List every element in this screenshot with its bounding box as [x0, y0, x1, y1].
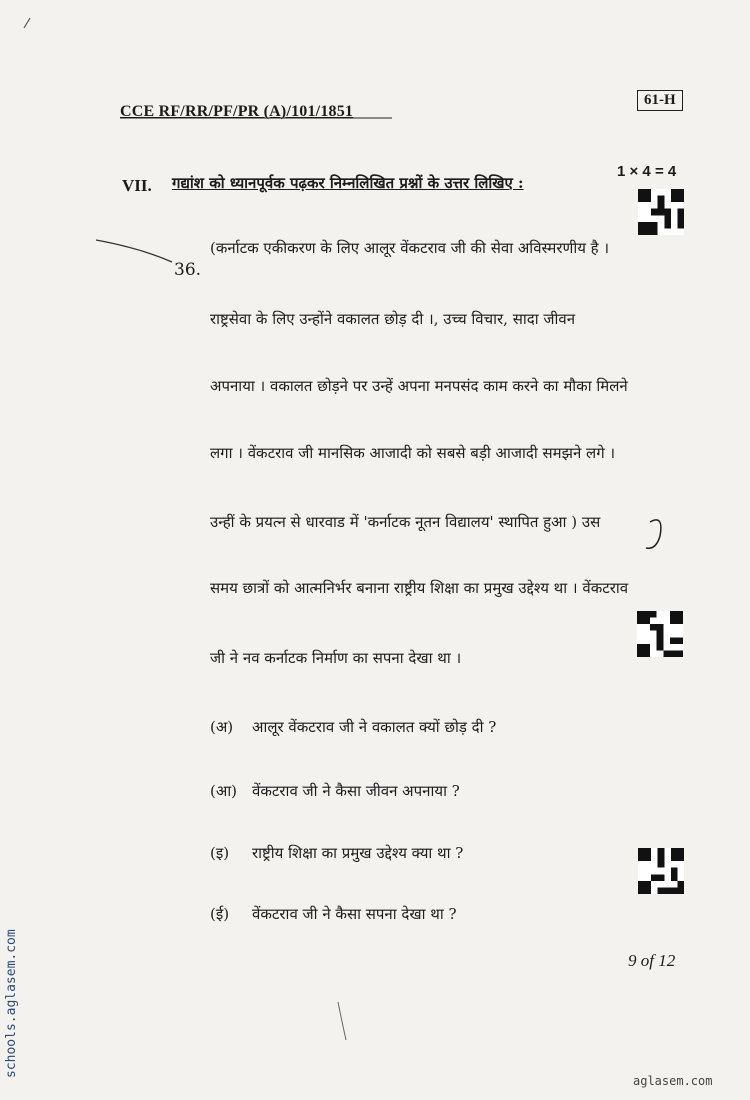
paper-code: CCE RF/RR/PF/PR (A)/101/1851 [120, 103, 354, 120]
section-number: VII. [122, 176, 152, 195]
sub-question-text: आलूर वेंकटराव जी ने वकालत क्यों छोड़ दी ? [252, 718, 497, 736]
passage-line: लगा । वेंकटराव जी मानसिक आजादी को सबसे बड़ी आजादी समझने लगे । [210, 444, 616, 462]
sub-question-text: वेंकटराव जी ने कैसा सपना देखा था ? [252, 905, 457, 923]
passage-line: (कर्नाटक एकीकरण के लिए आलूर वेंकटराव जी की सेवा अविस्मरणीय है । [210, 239, 610, 257]
qr-code-icon [638, 189, 684, 235]
sub-question [210, 843, 463, 863]
section-marks: 1 × 4 = 4 [617, 163, 677, 180]
sub-question-label: (आ) [210, 782, 238, 800]
sub-question [210, 781, 460, 801]
side-watermark: schools.aglasem.com [4, 929, 19, 1078]
qr-code-icon [638, 848, 684, 894]
sub-question-label: (अ) [210, 718, 234, 736]
paper-code-box: 61-H [637, 90, 683, 111]
passage-line: जी ने नव कर्नाटक निर्माण का सपना देखा था । [210, 649, 462, 667]
section-instruction: गद्यांश को ध्यानपूर्वक पढ़कर निम्नलिखित प्रश्नों के उत्तर लिखिए : [172, 174, 524, 192]
sub-question-label: (इ) [210, 844, 230, 862]
question-number: 36. [174, 260, 202, 280]
passage-line: राष्ट्रसेवा के लिए उन्होंने वकालत छोड़ दी ।, उच्च विचार, सादा जीवन [210, 310, 576, 328]
sub-question [210, 717, 496, 737]
footer-watermark: aglasem.com [633, 1074, 713, 1088]
sub-question-label: (ई) [210, 905, 230, 923]
passage-line: समय छात्रों को आत्मनिर्भर बनाना राष्ट्रीय शिक्षा का प्रमुख उद्देश्य था । वेंकटराव [210, 579, 629, 597]
sub-question-text: राष्ट्रीय शिक्षा का प्रमुख उद्देश्य क्या था ? [252, 844, 464, 862]
passage-line: अपनाया । वकालत छोड़ने पर उन्हें अपना मनपसंद काम करने का मौका मिलने [210, 377, 628, 395]
sub-question-text: वेंकटराव जी ने कैसा जीवन अपनाया ? [252, 782, 460, 800]
passage-line: उन्हीं के प्रयत्न से धारवाड में 'कर्नाटक नूतन विद्यालय' स्थापित हुआ ) उस [210, 513, 601, 531]
page-number: 9 of 12 [628, 951, 676, 970]
sub-question [210, 904, 457, 924]
